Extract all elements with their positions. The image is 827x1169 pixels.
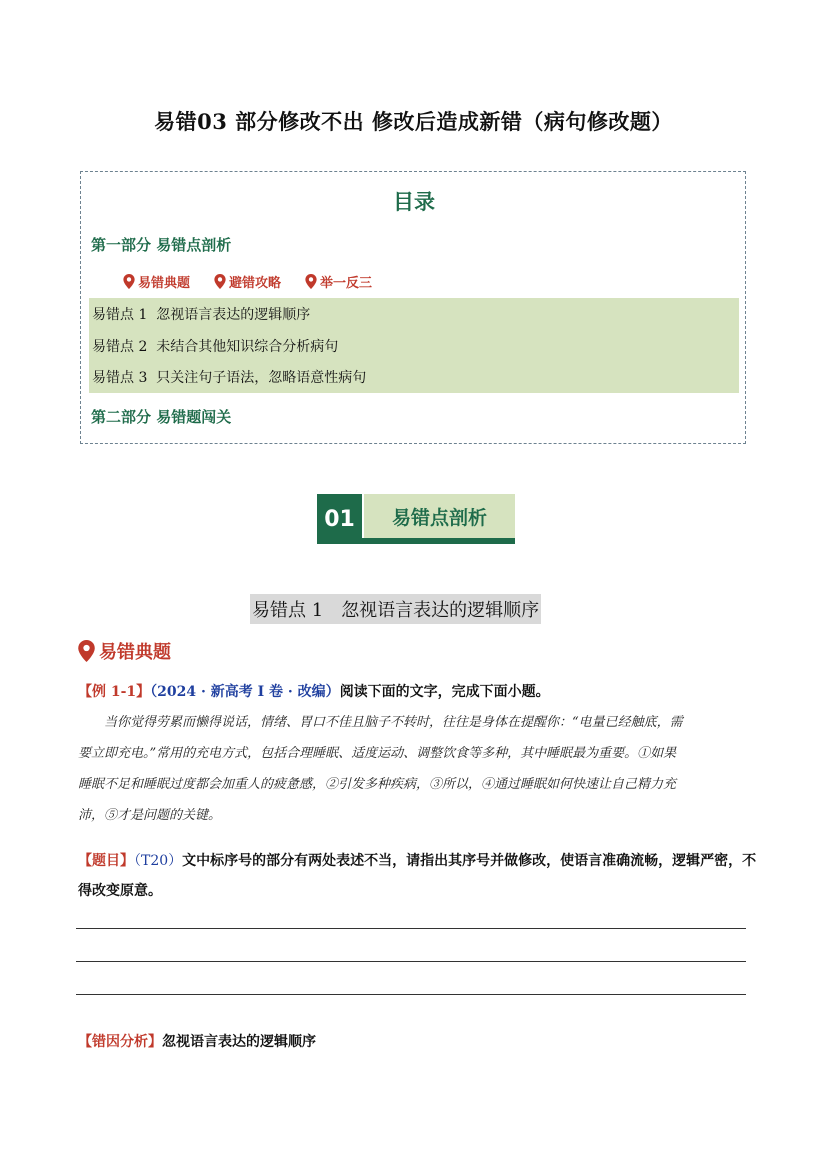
toc-part-1[interactable]: 第一部分 易错点剖析 [91, 236, 232, 254]
location-pin-icon [78, 640, 95, 662]
question-prompt [78, 846, 758, 906]
toc-tag-label: 举一反三 [320, 276, 373, 291]
error-point-title: 易错点 1 忽视语言表达的逻辑顺序 [250, 594, 541, 624]
toc-item-3[interactable]: 易错点 3 只关注句子语法，忽略语意性病句 [92, 370, 367, 386]
toc-tag-strategy[interactable] [214, 272, 281, 291]
example-source: （2024 · 新高考 I 卷 · 改编） [150, 684, 340, 700]
section-number: 01 [317, 494, 362, 544]
typical-question-heading: 易错典题 [78, 638, 171, 664]
section-underline [362, 538, 515, 544]
question-text: 文中标序号的部分有两处表述不当，请指出其序号并做修改，使语言准确流畅，逻辑严密，不得改变原意。 [78, 853, 757, 899]
error-analysis [78, 1031, 316, 1051]
passage-line: 沛，⑤才是问题的关键。 [78, 808, 222, 823]
passage-line: 当你觉得劳累而懒得说话，情绪、胃口不佳且脑子不转时，往往是身体在提醒你：“电量已经触底，需 [104, 715, 683, 730]
toc-item-1[interactable]: 易错点 1 忽视语言表达的逻辑顺序 [92, 307, 311, 323]
answer-line-2[interactable] [76, 961, 746, 962]
analysis-label: 【错因分析】 [78, 1034, 162, 1050]
toc-heading: 目录 [393, 190, 435, 214]
example-label: 【例 1-1】 [78, 684, 151, 700]
reading-passage [78, 708, 753, 838]
toc-tag-label: 易错典题 [138, 276, 191, 291]
toc-tag-practice[interactable] [305, 272, 372, 291]
passage-line: 要立即充电。”常用的充电方式，包括合理睡眠、适度运动、调整饮食等多种，其中睡眠最为重要。①如果 [78, 746, 677, 761]
location-pin-icon [305, 274, 317, 289]
answer-line-1[interactable] [76, 928, 746, 929]
analysis-text: 忽视语言表达的逻辑顺序 [162, 1034, 316, 1050]
passage-line: 睡眠不足和睡眠过度都会加重人的疲惫感，②引发多种疾病，③所以，④通过睡眠如何快速让自己精力充 [78, 777, 677, 792]
table-of-contents [80, 171, 746, 444]
question-label: 【题目】 [78, 853, 134, 869]
toc-part-2[interactable]: 第二部分 易错题闯关 [91, 408, 232, 426]
location-pin-icon [123, 274, 135, 289]
example-instruction: 阅读下面的文字，完成下面小题。 [339, 684, 550, 700]
question-code: （T20） [134, 853, 183, 869]
example-header [78, 681, 550, 701]
toc-tag-label: 避错攻略 [229, 276, 282, 291]
toc-item-2[interactable]: 易错点 2 未结合其他知识综合分析病句 [92, 339, 339, 355]
location-pin-icon [214, 274, 226, 289]
document-title: 易错03 部分修改不出 修改后造成新错（病句修改题） [154, 109, 673, 134]
toc-tag-typical[interactable] [123, 272, 190, 291]
answer-line-3[interactable] [76, 994, 746, 995]
section-badge [317, 494, 515, 544]
toc-list [89, 298, 739, 393]
toc-tags [123, 272, 372, 291]
section-label: 易错点剖析 [364, 494, 515, 538]
